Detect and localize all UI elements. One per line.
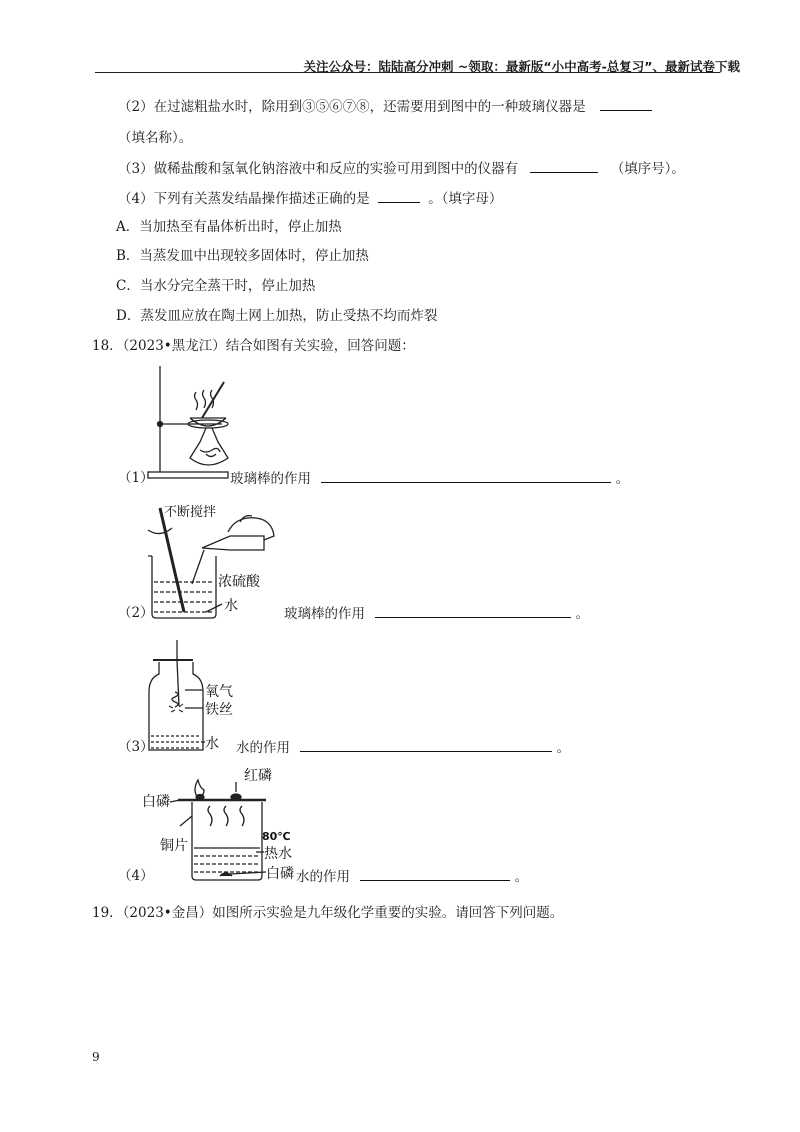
q18-item2-end: 。 [575, 606, 590, 622]
answer-blank[interactable] [530, 158, 598, 173]
page-number: 9 [92, 1050, 100, 1064]
answer-blank[interactable] [321, 468, 611, 483]
q18-item1-label: 玻璃棒的作用 [230, 471, 311, 487]
evaporation-figure [140, 362, 240, 487]
dilution-figure [140, 500, 280, 625]
q18-item2-label: 玻璃棒的作用 [284, 606, 365, 622]
q18-item4-answer [296, 866, 528, 887]
oxygen-label: 氧气 [205, 684, 233, 700]
q17-part2-line2: （填名称）。 [118, 130, 193, 146]
q18-item1-answer [230, 468, 629, 489]
q18-item4-end: 。 [514, 869, 529, 885]
answer-blank[interactable] [378, 188, 420, 203]
q18-item3-number: （3） [118, 739, 154, 755]
combustion-figure [140, 768, 310, 886]
q18-item1-end: 。 [615, 471, 630, 487]
iron-oxygen-figure [145, 638, 245, 758]
q17-part3-suffix: （填序号）。 [610, 161, 685, 177]
q18-item3 [118, 737, 154, 757]
q17-part3 [118, 158, 685, 179]
q17-part4 [118, 188, 502, 209]
page-header: 关注公众号：陆陆高分冲刺 ~领取：最新版“小中高考-总复习”、最新试卷下载 [303, 59, 740, 74]
answer-blank[interactable] [600, 96, 652, 111]
q17-part2-text: （2）在过滤粗盐水时，除用到③⑤⑥⑦⑧，还需要用到图中的一种玻璃仪器是 [118, 99, 586, 115]
stir-label: 不断搅拌 [164, 505, 217, 520]
q19-title: 19．（2023•金昌）如图所示实验是九年级化学重要的实验。请回答下列问题。 [92, 905, 564, 921]
q18-item4-number: （4） [118, 868, 154, 884]
temperature-label: 80℃ [262, 830, 291, 843]
option-d: D．蒸发皿应放在陶土网上加热，防止受热不均而炸裂 [116, 308, 438, 324]
q18-item3-answer [236, 737, 570, 758]
header-divider [95, 72, 720, 73]
q18-title: 18．（2023•黑龙江）结合如图有关实验，回答问题： [92, 338, 415, 354]
q17-part3-text: （3）做稀盐酸和氢氧化钠溶液中和反应的实验可用到图中的仪器有 [118, 161, 519, 177]
q17-part4-text: （4）下列有关蒸发结晶操作描述正确的是 [118, 191, 370, 207]
option-a: A．当加热至有晶体析出时，停止加热 [116, 219, 342, 235]
q18-item3-end: 。 [556, 740, 571, 756]
q17-part4-suffix: 。（填字母） [428, 191, 503, 207]
answer-blank[interactable] [375, 603, 571, 618]
acid-label: 浓硫酸 [218, 574, 260, 590]
red-phosphorus-label: 红磷 [244, 768, 272, 784]
q18-item2 [118, 603, 154, 623]
hot-water-label: 热水 [264, 846, 292, 862]
option-c: C．当水分完全蒸干时，停止加热 [116, 278, 316, 294]
option-b: B．当蒸发皿中出现较多固体时，停止加热 [116, 248, 369, 264]
water-label: 水 [224, 598, 238, 614]
q18-item2-answer [284, 603, 589, 624]
q18-item4-label: 水的作用 [296, 869, 350, 885]
q18-item4 [118, 866, 154, 886]
q17-part2-line1 [118, 96, 652, 117]
white-phosphorus-top-label: 白磷 [142, 794, 170, 810]
water-label: 水 [205, 736, 219, 752]
q18-item3-label: 水的作用 [236, 740, 290, 756]
q18-item1 [118, 468, 154, 488]
copper-plate-label: 铜片 [160, 838, 188, 854]
answer-blank[interactable] [300, 737, 552, 752]
q18-item2-number: （2） [118, 605, 154, 621]
white-phosphorus-bottom-label: 白磷 [266, 866, 294, 882]
wire-label: 铁丝 [205, 702, 233, 718]
answer-blank[interactable] [360, 866, 510, 881]
q18-item1-number: （1） [118, 470, 154, 486]
